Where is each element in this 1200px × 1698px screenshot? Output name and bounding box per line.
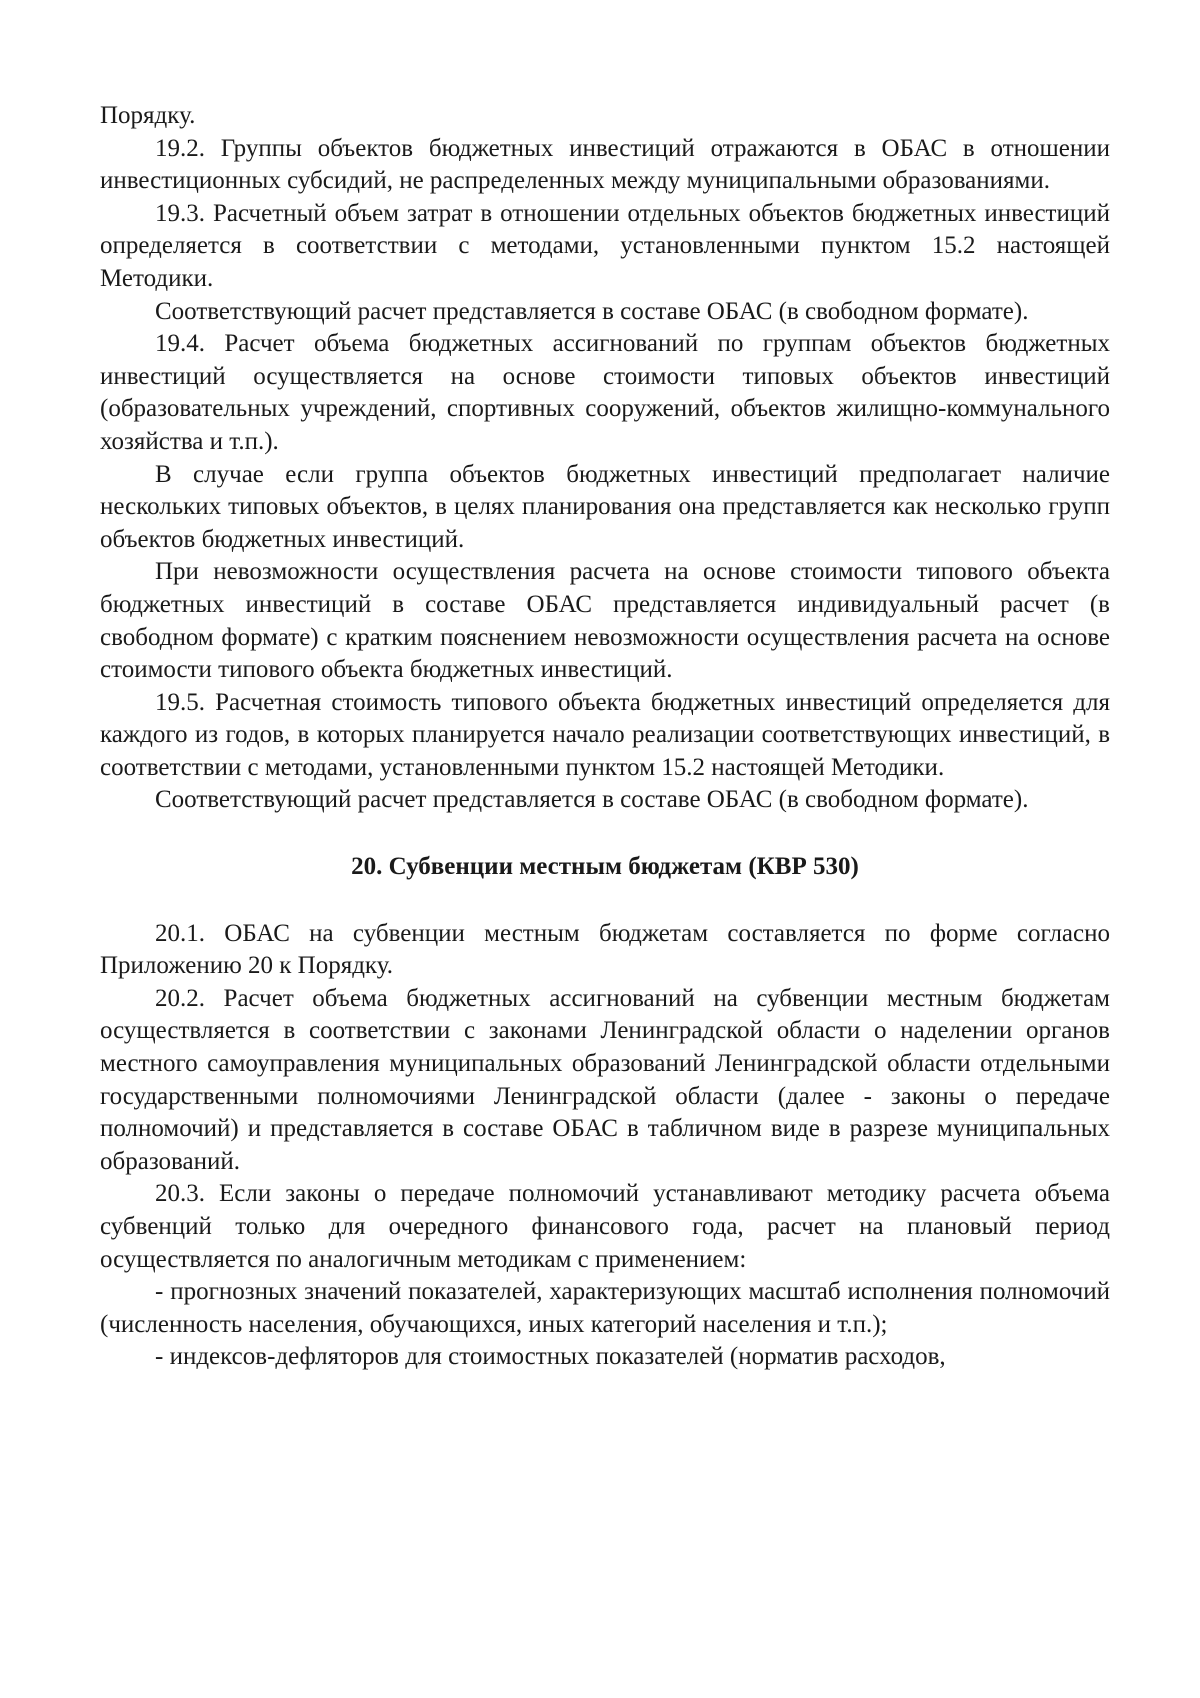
paragraph-19-4-case: В случае если группа объектов бюджетных инвестиций предполагает наличие нескольких типовых объектов, в целях планирования она представляется как несколько групп объектов бюджетных инвестиций. [100,460,1110,553]
paragraph-19-5: 19.5. Расчетная стоимость типового объекта бюджетных инвестиций определяется для каждого из годов, в которых планируется начало реализации соответствующих инвестиций, в соответствии с методами, установленными пунктом 15.2 настоящей Методики. [100,688,1110,781]
paragraph-19-3: 19.3. Расчетный объем затрат в отношении отдельных объектов бюджетных инвестиций определяется в соответствии с методами, установленными пунктом 15.2 настоящей Методики. [100,199,1110,292]
section-heading-20: 20. Субвенции местным бюджетам (КВР 530) [351,853,859,881]
paragraph-19-5-note: Соответствующий расчет представляется в составе ОБАС (в свободном формате). [155,786,1029,814]
paragraph-20-3: 20.3. Если законы о передаче полномочий устанавливают методику расчета объема субвенций только для очередного финансового года, расчет на плановый период осуществляется по аналогичным методикам с применением: [100,1180,1110,1273]
paragraph-19-3-note: Соответствующий расчет представляется в составе ОБАС (в свободном формате). [155,297,1029,325]
paragraph-continuation: Порядку. [100,102,196,129]
paragraph-19-2: 19.2. Группы объектов бюджетных инвестиций отражаются в ОБАС в отношении инвестиционных субсидий, не распределенных между муниципальными образованиями. [100,134,1110,195]
paragraph-20-2: 20.2. Расчет объема бюджетных ассигнований на субвенции местным бюджетам осуществляется в соответствии с законами Ленинградской области о наделении органов местного самоуправления муниципальных образований Ленинградской области отдельными государственными полномочиями Ленинградской области (далее - законы о передаче полномочий) и представляется в составе ОБАС в табличном виде в разрезе муниципальных образований. [100,984,1110,1175]
document-page [100,100,1110,1374]
list-item-deflator-indices: - индексов-дефляторов для стоимостных показателей (норматив расходов, [155,1343,946,1371]
paragraph-19-4-individual: При невозможности осуществления расчета на основе стоимости типового объекта бюджетных инвестиций в составе ОБАС представляется индивидуальный расчет (в свободном формате) с кратким пояснением невозможности осуществления расчета на основе стоимости типового объекта бюджетных инвестиций. [100,558,1110,684]
paragraph-19-4: 19.4. Расчет объема бюджетных ассигнований по группам объектов бюджетных инвестиций осуществляется на основе стоимости типовых объектов инвестиций (образовательных учреждений, спортивных сооружений, объектов жилищно-коммунального хозяйства и т.п.). [100,330,1110,455]
paragraph-20-1: 20.1. ОБАС на субвенции местным бюджетам составляется по форме согласно Приложению 20 к Порядку. [100,919,1110,980]
list-item-forecast-values: - прогнозных значений показателей, характеризующих масштаб исполнения полномочий (численность населения, обучающихся, иных категорий населения и т.п.); [100,1278,1110,1338]
